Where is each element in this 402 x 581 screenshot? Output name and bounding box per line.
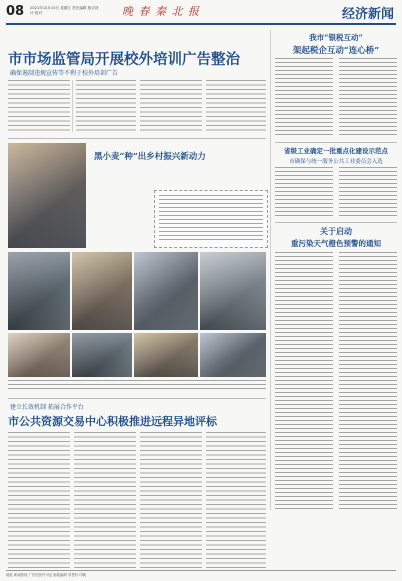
lead-text-col-3 xyxy=(140,80,202,132)
bottom-text-col-2 xyxy=(74,432,136,568)
caption-text xyxy=(159,195,263,243)
bottom-kicker: 建立长效机制 拓展合作平台 xyxy=(10,404,84,411)
industry-text-col-2 xyxy=(339,167,397,219)
section-title: 经济新闻 xyxy=(341,7,394,22)
bottom-text-col-1 xyxy=(8,432,70,568)
lead-text-col-2 xyxy=(76,80,136,132)
photo-harvest xyxy=(72,252,132,330)
lead-headline: 市市场监管局开展校外培训广告整治 xyxy=(8,51,240,68)
right-headline: 架起税企互动“连心桥” xyxy=(292,46,380,56)
lead-text-col-1 xyxy=(8,80,70,132)
right-text-col-2 xyxy=(339,58,397,138)
header-rule xyxy=(6,23,396,25)
issue-meta: 2021年10月15日 星期五 责任编辑 版式设计 校对 xyxy=(30,6,99,15)
photo-caption-text xyxy=(8,380,266,392)
section-rule xyxy=(8,398,266,399)
lead-text-col-4 xyxy=(206,80,266,132)
photo-market xyxy=(72,333,132,377)
right-kicker: 我市“银税互动” xyxy=(309,33,363,42)
notice-text-col-2 xyxy=(339,252,397,510)
page-footer: 地址 新闻热线 广告经营许可证 邮政编码 零售价 印刷 xyxy=(6,570,396,579)
photo-factory xyxy=(200,333,266,377)
feature-headline: 黑小麦“种”出乡村振兴新动力 xyxy=(94,152,206,162)
bottom-text-col-3 xyxy=(140,432,202,568)
column-rule xyxy=(270,30,271,510)
bottom-headline: 市公共资源交易中心积极推进远程异地评标 xyxy=(8,415,217,428)
page-number: 08 xyxy=(6,4,25,19)
notice-text-col-1 xyxy=(275,252,333,510)
newspaper-logo: 晚 春 秦 北 报 xyxy=(122,5,200,18)
photo-grain xyxy=(134,333,198,377)
photo-inspection xyxy=(134,252,198,330)
feature-caption-box xyxy=(154,190,268,248)
industry-kicker: 省级工业确定一批重点化建设示范点 xyxy=(284,147,388,155)
notice-headline: 重污染天气橙色预警的通知 xyxy=(291,239,381,248)
right-text-col-1 xyxy=(275,58,333,138)
lead-subtitle: 确保遏制违规宣传等不利于校外培训广告 xyxy=(10,70,119,77)
industry-subtitle: 市确保与统一服务公共工业委员会入选 xyxy=(289,159,383,165)
photo-farmers xyxy=(8,333,70,377)
notice-kicker: 关于启动 xyxy=(320,226,352,236)
column-rule xyxy=(72,80,73,132)
section-rule xyxy=(275,222,397,223)
photo-workers xyxy=(8,252,70,330)
industry-text-col-1 xyxy=(275,167,333,219)
section-rule xyxy=(8,138,266,139)
section-rule xyxy=(275,142,397,143)
bottom-text-col-4 xyxy=(206,432,266,568)
photo-wheat-field xyxy=(8,143,86,248)
photo-processing xyxy=(200,252,266,330)
